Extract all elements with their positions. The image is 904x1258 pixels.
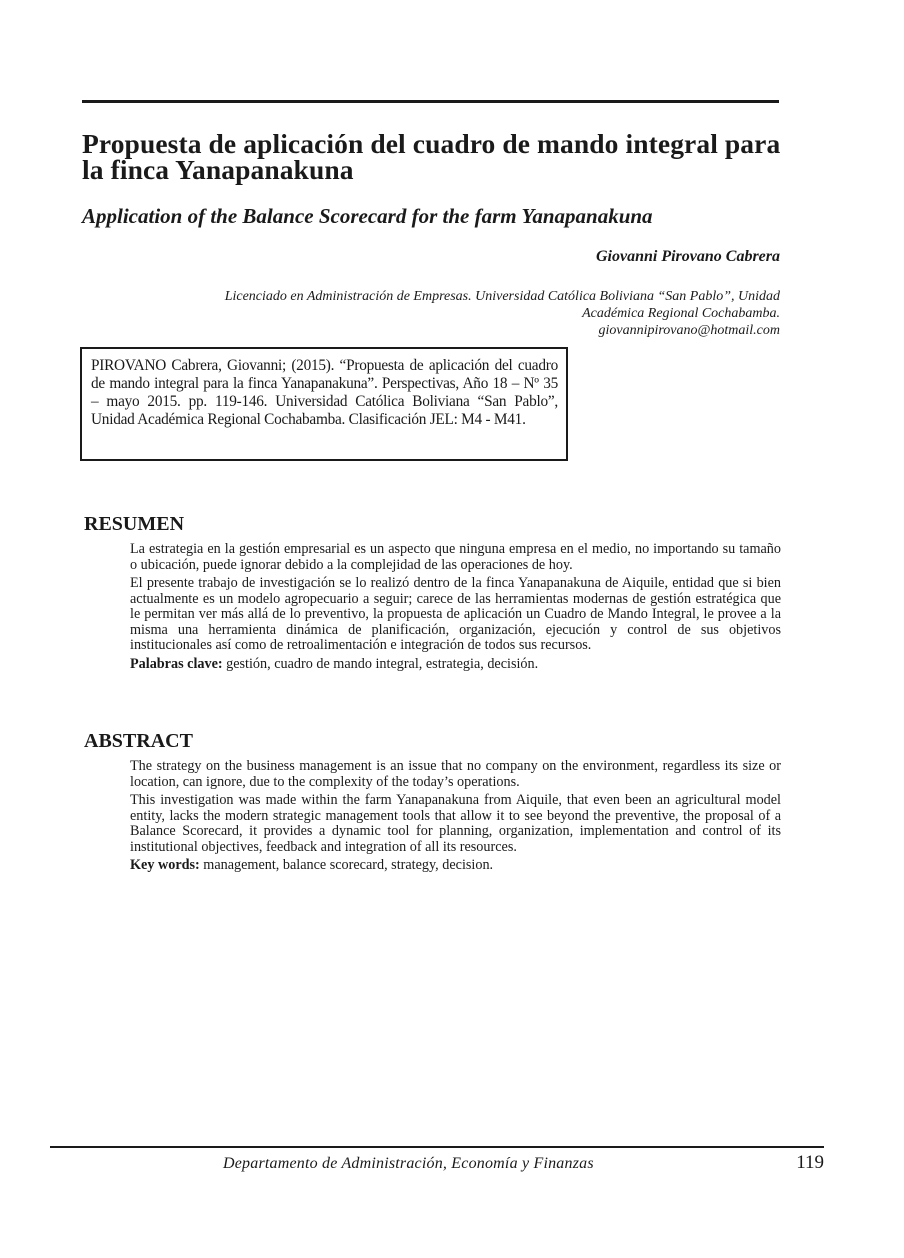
author-affiliation xyxy=(90,288,780,339)
resumen-body xyxy=(130,542,781,675)
article-subtitle: Application of the Balance Scorecard for the farm Yanapanakuna xyxy=(82,204,653,228)
citation-box: PIROVANO Cabrera, Giovanni; (2015). “Propuesta de aplicación del cuadro de mando integral para la finca Yanapanakuna”. Perspectivas, Año 18 – Nº 35 – mayo 2015. pp. 119-146. Universidad Católica Boliviana “San Pablo”, Unidad Académica Regional Cochabamba. Clasificación JEL: M4 - M41. xyxy=(80,347,568,461)
author-email: giovannipirovano@hotmail.com xyxy=(598,323,780,338)
resumen-heading: RESUMEN xyxy=(84,513,185,535)
keywords-label: Key words: xyxy=(130,857,200,873)
resumen-paragraph: El presente trabajo de investigación se lo realizó dentro de la finca Yanapanakuna de Aiquile, entidad que si bien actualmente es un modelo agropecuario a seguir; carece de las herramientas modernas de gestión estratégica que le permitan ver más allá de lo preventivo, la propuesta de aplicación un Cuadro de Mando Integral, le provee a la misma una herramienta dinámica de planificación, organización, ejecución y control de sus objetivos institucionales así como de retroalimentación e integración de todos sus recursos. xyxy=(130,575,781,653)
keywords-label: Palabras clave: xyxy=(130,655,223,672)
abstract-keywords xyxy=(130,858,781,874)
keywords-list: management, balance scorecard, strategy, decision. xyxy=(199,857,494,873)
resumen-keywords xyxy=(130,657,781,673)
article-title: Propuesta de aplicación del cuadro de mando integral para la finca Yanapanakuna xyxy=(82,128,781,185)
affiliation-line: Licenciado en Administración de Empresas. Universidad Católica Boliviana “San Pablo”, Unidad xyxy=(224,289,780,304)
resumen-paragraph: La estrategia en la gestión empresarial es un aspecto que ninguna empresa en el medio, no importando su tamaño o ubicación, puede ignorar debido a la complejidad de las operaciones de hoy. xyxy=(130,541,781,573)
author-name: Giovanni Pirovano Cabrera xyxy=(595,248,780,265)
abstract-heading: ABSTRACT xyxy=(84,730,193,752)
keywords-list: gestión, cuadro de mando integral, estrategia, decisión. xyxy=(222,655,539,672)
affiliation-line: Académica Regional Cochabamba. xyxy=(582,306,780,321)
abstract-paragraph: This investigation was made within the farm Yanapanakuna from Aiquile, that even been an agricultural model entity, lacks the modern strategic management tools that allow it to see beyond the preventive, the proposal of a Balance Scorecard, it provides a dynamic tool for planning, organization, implementation and control of its institutional objectives, feedback and integration of all its resources. xyxy=(130,792,781,855)
footer-rule xyxy=(50,1146,824,1148)
abstract-body xyxy=(130,759,781,877)
abstract-paragraph: The strategy on the business management is an issue that no company on the environment, regardless its size or location, can ignore, due to the complexity of the today’s operations. xyxy=(130,758,781,790)
page-number: 119 xyxy=(796,1152,824,1173)
footer-department: Departamento de Administración, Economía y Finanzas xyxy=(223,1155,594,1172)
top-rule xyxy=(82,100,779,103)
